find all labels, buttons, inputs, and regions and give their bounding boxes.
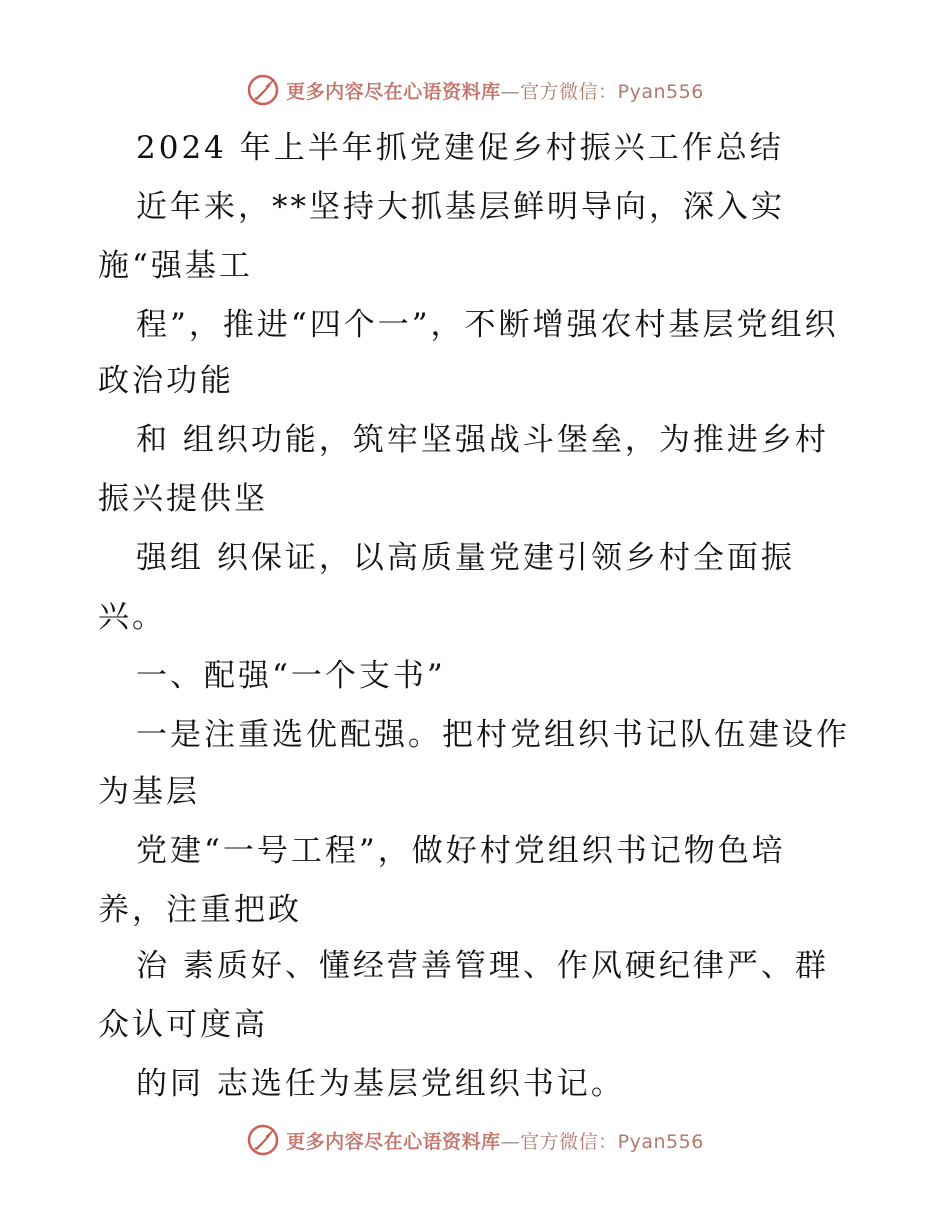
watermark-contact-text: 官方微信：Pyan556 (520, 80, 704, 103)
footer-watermark (0, 1118, 950, 1162)
quill-logo-icon (246, 1123, 280, 1157)
paragraph-line: 众认可度高 (98, 1007, 268, 1043)
watermark-separator: — (500, 80, 521, 103)
paragraph-line: 兴。 (98, 599, 166, 635)
paragraph-line: 近年来，**坚持大抓基层鲜明导向，深入实 (136, 189, 785, 225)
paragraph-line: 振兴提供坚 (98, 481, 268, 517)
paragraph-line: 的同 志选任为基层党组织书记。 (136, 1066, 625, 1102)
paragraph-line: 强组 织保证，以高质量党建引领乡村全面振 (136, 540, 795, 576)
section-heading: 一、配强“一个支书” (136, 658, 446, 694)
watermark-contact-text: 官方微信：Pyan556 (520, 1130, 704, 1153)
watermark-main-text: 更多内容尽在心语资料库 (286, 80, 501, 103)
paragraph-line: 程”，推进“四个一”，不断增强农村基层党组织 (136, 307, 839, 343)
paragraph-line: 党建“一号工程”，做好村党组织书记物色培 (136, 833, 786, 869)
paragraph-line: 治 素质好、懂经营善管理、作风硬纪律严、群 (136, 948, 829, 984)
document-title: 2024 年上半年抓党建促乡村振兴工作总结 (136, 130, 784, 166)
paragraph-line: 和 组织功能，筑牢坚强战斗堡垒，为推进乡村 (136, 422, 829, 458)
paragraph-line: 一是注重选优配强。把村党组织书记队伍建设作 (136, 717, 850, 753)
paragraph-line: 为基层 (98, 774, 200, 810)
watermark-main-text: 更多内容尽在心语资料库 (286, 1130, 501, 1153)
watermark-separator: — (500, 1130, 521, 1153)
paragraph-line: 政治功能 (98, 363, 234, 399)
paragraph-line: 施“强基工 (98, 248, 253, 284)
paragraph-line: 养，注重把政 (98, 892, 302, 928)
